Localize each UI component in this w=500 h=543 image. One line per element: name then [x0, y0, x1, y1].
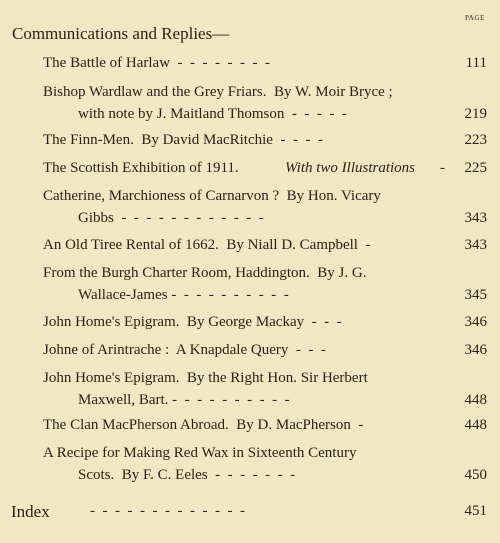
entry-title: The Finn-Men. By David MacRitchie - - - -: [43, 132, 323, 148]
entry-page-number: 225: [464, 160, 487, 176]
entry-page-number: 111: [465, 55, 487, 71]
entry-page-number: 448: [464, 417, 487, 433]
index-page-number: 451: [464, 503, 487, 519]
entry-page-number: 343: [464, 237, 487, 253]
entry-page-number: 343: [464, 210, 487, 226]
entry-page-number: 219: [464, 106, 487, 122]
entry-page-number: 345: [464, 287, 487, 303]
entry-title: An Old Tiree Rental of 1662. By Niall D. Campbell -: [43, 237, 371, 253]
entry-page-number: 346: [464, 314, 487, 330]
index-label: Index: [11, 502, 50, 521]
entry-title: The Scottish Exhibition of 1911.: [43, 160, 239, 176]
page-label: PAGE: [464, 14, 485, 22]
index-dashes: - - - - - - - - - - - - -: [90, 503, 245, 519]
entry-continuation: with note by J. Maitland Thomson - - - - -: [78, 106, 347, 122]
entry-title: Johne of Arintrache : A Knapdale Query - - -: [43, 342, 326, 358]
entry-continuation: Scots. By F. C. Eeles - - - - - - -: [78, 467, 296, 483]
entry-page-number: 450: [464, 467, 487, 483]
section-heading: Communications and Replies—: [12, 24, 230, 43]
entry-title: A Recipe for Making Red Wax in Sixteenth Century: [43, 445, 357, 461]
entry-dash: -: [440, 160, 445, 176]
entry-continuation: Gibbs - - - - - - - - - - - -: [78, 210, 264, 226]
entry-title: From the Burgh Charter Room, Haddington. By J. G.: [43, 265, 367, 281]
entry-title: Catherine, Marchioness of Carnarvon ? By Hon. Vicary: [43, 188, 381, 204]
entry-continuation: Wallace-James - - - - - - - - - -: [78, 287, 289, 303]
entry-page-number: 448: [464, 392, 487, 408]
entry-title: John Home's Epigram. By George Mackay - - -: [43, 314, 342, 330]
entry-title: The Clan MacPherson Abroad. By D. MacPherson -: [43, 417, 364, 433]
entry-title: Bishop Wardlaw and the Grey Friars. By W. Moir Bryce ;: [43, 84, 393, 100]
entry-continuation: Maxwell, Bart. - - - - - - - - - -: [78, 392, 290, 408]
entry-note: With two Illustrations: [285, 160, 416, 176]
entry-page-number: 223: [464, 132, 487, 148]
entry-title: The Battle of Harlaw - - - - - - - -: [43, 55, 270, 71]
entry-title: John Home's Epigram. By the Right Hon. Sir Herbert: [43, 370, 368, 386]
entry-page-number: 346: [464, 342, 487, 358]
